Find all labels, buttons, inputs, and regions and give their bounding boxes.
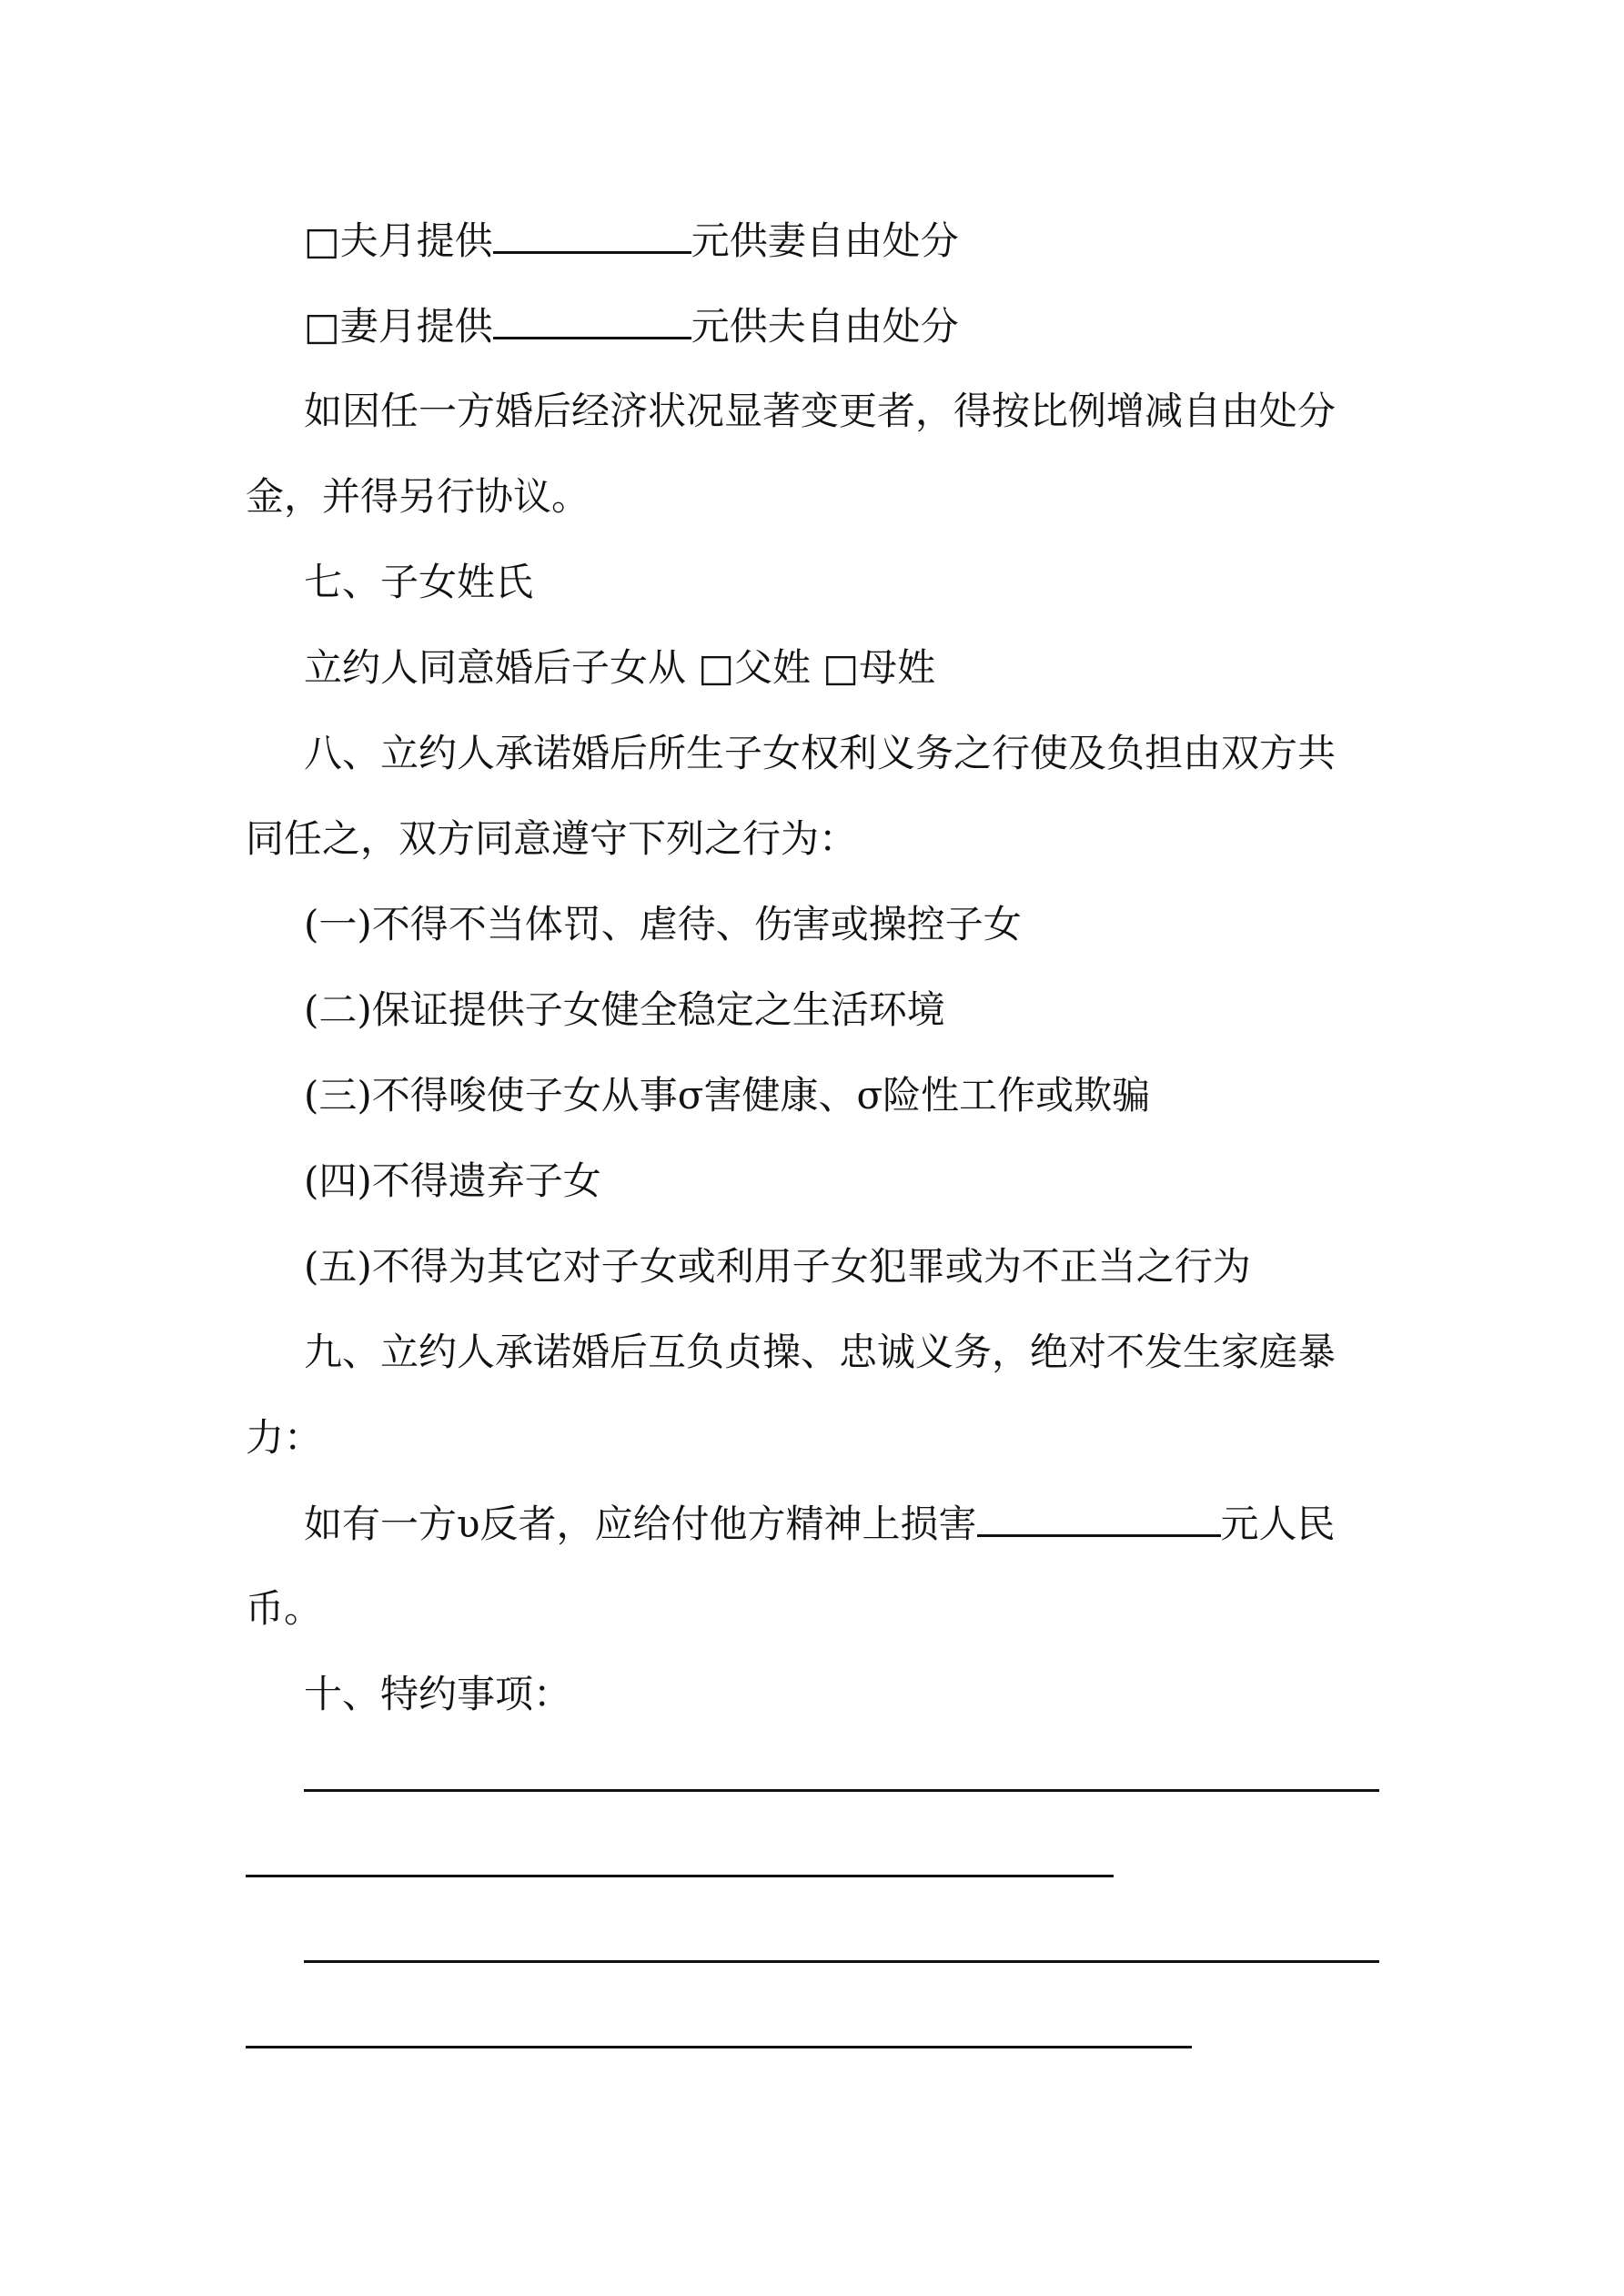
special-terms-blank-line-4[interactable] [246, 2046, 1192, 2048]
section-10-title: 十、特约事项： [304, 1672, 572, 1716]
adjustment-clause-line-1: 如因任一方婚后经济状况显著变更者，得按比例增减自由处分 [304, 389, 1337, 433]
section-9-line-2: 力： [246, 1415, 323, 1460]
section-8-line-2: 同任之，双方同意遵守下列之行为： [246, 816, 858, 861]
section-8-item-1: (一)不得不当体罚、虐待、伤害或操控子女 [304, 902, 1022, 946]
special-terms-blank-line-1[interactable] [304, 1789, 1379, 1792]
violation-clause-suffix: 元人民 [1220, 1502, 1336, 1546]
violation-clause-prefix: 如有一方υ反者，应给付他方精神上损害 [304, 1502, 977, 1546]
section-8-line-1: 八、立约人承诺婚后所生子女权利义务之行使及负担由双方共 [304, 731, 1337, 775]
special-terms-blank-line-3[interactable] [304, 1960, 1379, 1963]
damages-amount-blank[interactable] [977, 1498, 1221, 1537]
wife-allowance-checkbox-label: □妻月提供 [304, 304, 493, 349]
violation-clause-end: 币。 [246, 1586, 323, 1631]
wife-allowance-line [304, 300, 959, 351]
section-9-line-1: 九、立约人承诺婚后互负贞操、忠诚义务，绝对不发生家庭暴 [304, 1330, 1337, 1374]
wife-allowance-suffix: 元供夫自由处分 [691, 304, 959, 349]
husband-allowance-blank[interactable] [493, 215, 691, 254]
section-8-item-2: (二)保证提供子女健全稳定之生活环境 [304, 987, 945, 1032]
section-8-item-3: (三)不得唆使子女从事σ害健康、σ险性工作或欺骗 [304, 1073, 1151, 1118]
adjustment-clause-line-2: 金，并得另行协议。 [246, 474, 590, 519]
husband-allowance-suffix: 元供妻自由处分 [691, 218, 959, 263]
special-terms-blank-line-2[interactable] [246, 1875, 1114, 1877]
section-7-title: 七、子女姓氏 [304, 560, 534, 604]
violation-clause-line [304, 1498, 1336, 1549]
section-8-item-5: (五)不得为其它对子女或利用子女犯罪或为不正当之行为 [304, 1244, 1251, 1289]
husband-allowance-line [304, 215, 959, 266]
section-7-body: 立约人同意婚后子女从 □父姓 □母姓 [304, 645, 936, 690]
husband-allowance-checkbox-label: □夫月提供 [304, 218, 493, 263]
wife-allowance-blank[interactable] [493, 300, 691, 339]
section-8-item-4: (四)不得遗弃子女 [304, 1158, 601, 1203]
